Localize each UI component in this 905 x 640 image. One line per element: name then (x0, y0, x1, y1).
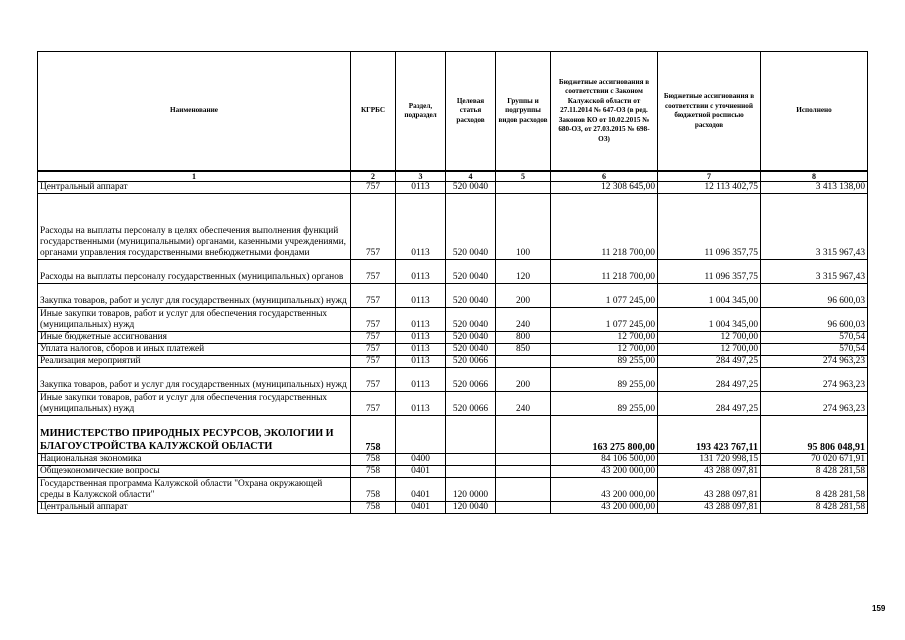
row-assignments-schedule: 11 096 357,75 (658, 260, 761, 284)
header-section: Раздел, подраздел (396, 52, 446, 172)
row-group: 200 (496, 368, 551, 392)
row-target (446, 454, 496, 466)
row-assignments-law: 43 200 000,00 (551, 466, 658, 478)
row-executed: 274 963,23 (761, 368, 868, 392)
column-number: 4 (446, 171, 496, 182)
row-target: 520 0040 (446, 284, 496, 308)
row-section: 0113 (396, 344, 446, 356)
row-assignments-law: 43 200 000,00 (551, 502, 658, 514)
row-assignments-schedule: 43 288 097,81 (658, 502, 761, 514)
row-assignments-schedule: 12 113 402,75 (658, 182, 761, 194)
row-assignments-schedule: 1 004 345,00 (658, 308, 761, 332)
row-kgrbs: 758 (351, 416, 396, 454)
row-executed: 8 428 281,58 (761, 502, 868, 514)
row-section: 0113 (396, 392, 446, 416)
table-row (38, 260, 868, 284)
row-assignments-schedule: 43 288 097,81 (658, 478, 761, 502)
table-row (38, 308, 868, 332)
row-target: 520 0040 (446, 308, 496, 332)
row-group: 850 (496, 344, 551, 356)
row-section: 0401 (396, 502, 446, 514)
row-executed: 570,54 (761, 344, 868, 356)
row-assignments-schedule: 12 700,00 (658, 344, 761, 356)
row-section: 0113 (396, 284, 446, 308)
row-assignments-law: 12 308 645,00 (551, 182, 658, 194)
row-assignments-schedule: 193 423 767,11 (658, 416, 761, 454)
row-group: 120 (496, 260, 551, 284)
column-number: 6 (551, 171, 658, 182)
header-name: Наименование (38, 52, 351, 172)
row-section: 0401 (396, 478, 446, 502)
row-kgrbs: 757 (351, 308, 396, 332)
row-assignments-law: 89 255,00 (551, 392, 658, 416)
row-name: Иные бюджетные ассигнования (38, 332, 351, 344)
row-executed: 96 600,03 (761, 284, 868, 308)
row-assignments-law: 12 700,00 (551, 332, 658, 344)
row-group: 240 (496, 392, 551, 416)
row-executed: 274 963,23 (761, 392, 868, 416)
row-kgrbs: 758 (351, 502, 396, 514)
row-section: 0113 (396, 356, 446, 368)
row-executed: 274 963,23 (761, 356, 868, 368)
row-name: Расходы на выплаты персоналу в целях обеспечения выполнения функций государственными (муниципальными) органами, казенными учреждениями, органами управления государственными внебюджетными фондами (38, 194, 351, 260)
row-group: 240 (496, 308, 551, 332)
row-name: Центральный аппарат (38, 182, 351, 194)
row-name: Государственная программа Калужской области "Охрана окружающей среды в Калужской области" (38, 478, 351, 502)
row-name: Центральный аппарат (38, 502, 351, 514)
row-name: Закупка товаров, работ и услуг для государственных (муниципальных) нужд (38, 368, 351, 392)
row-assignments-law: 89 255,00 (551, 368, 658, 392)
row-assignments-law: 11 218 700,00 (551, 260, 658, 284)
row-target: 520 0040 (446, 332, 496, 344)
row-name: Общеэкономические вопросы (38, 466, 351, 478)
table-row (38, 332, 868, 344)
table-row (38, 344, 868, 356)
header-assignments-schedule: Бюджетные ассигнования в соответствии с уточненной бюджетной росписью расходов (658, 52, 761, 172)
row-executed: 8 428 281,58 (761, 466, 868, 478)
table-row (38, 356, 868, 368)
row-section (396, 416, 446, 454)
row-kgrbs: 757 (351, 392, 396, 416)
row-assignments-schedule: 131 720 998,15 (658, 454, 761, 466)
row-executed: 8 428 281,58 (761, 478, 868, 502)
row-group: 100 (496, 194, 551, 260)
row-group (496, 182, 551, 194)
row-group (496, 502, 551, 514)
table-row (38, 182, 868, 194)
row-kgrbs: 757 (351, 284, 396, 308)
row-kgrbs: 758 (351, 466, 396, 478)
column-number: 7 (658, 171, 761, 182)
header-row (38, 52, 868, 172)
row-group: 200 (496, 284, 551, 308)
row-assignments-law: 11 218 700,00 (551, 194, 658, 260)
row-group (496, 466, 551, 478)
table-row (38, 466, 868, 478)
row-assignments-schedule: 11 096 357,75 (658, 194, 761, 260)
row-section: 0400 (396, 454, 446, 466)
row-name: Национальная экономика (38, 454, 351, 466)
row-executed: 3 413 138,00 (761, 182, 868, 194)
row-name: МИНИСТЕРСТВО ПРИРОДНЫХ РЕСУРСОВ, ЭКОЛОГИИ И БЛАГОУСТРОЙСТВА КАЛУЖСКОЙ ОБЛАСТИ (38, 416, 351, 454)
row-name: Реализация мероприятий (38, 356, 351, 368)
header-groups: Группы и подгруппы видов расходов (496, 52, 551, 172)
row-group: 800 (496, 332, 551, 344)
row-target: 520 0040 (446, 194, 496, 260)
row-section: 0401 (396, 466, 446, 478)
row-executed: 70 020 671,91 (761, 454, 868, 466)
row-group (496, 416, 551, 454)
row-name: Уплата налогов, сборов и иных платежей (38, 344, 351, 356)
row-target: 520 0040 (446, 344, 496, 356)
row-target: 520 0066 (446, 356, 496, 368)
row-executed: 3 315 967,43 (761, 260, 868, 284)
row-target: 120 0000 (446, 478, 496, 502)
row-target: 120 0040 (446, 502, 496, 514)
column-number: 1 (38, 171, 351, 182)
row-kgrbs: 757 (351, 368, 396, 392)
row-assignments-law: 84 106 500,00 (551, 454, 658, 466)
row-executed: 96 600,03 (761, 308, 868, 332)
row-target: 520 0040 (446, 182, 496, 194)
row-target (446, 466, 496, 478)
row-kgrbs: 758 (351, 478, 396, 502)
row-executed: 3 315 967,43 (761, 194, 868, 260)
row-group (496, 356, 551, 368)
row-assignments-schedule: 284 497,25 (658, 368, 761, 392)
table-body (38, 182, 868, 514)
row-kgrbs: 757 (351, 182, 396, 194)
row-assignments-schedule: 1 004 345,00 (658, 284, 761, 308)
row-target: 520 0040 (446, 260, 496, 284)
row-assignments-law: 1 077 245,00 (551, 308, 658, 332)
header-kgrbs: КГРБС (351, 52, 396, 172)
header-assignments-law: Бюджетные ассигнования в соответствии с Законом Калужской области от 27.11.2014 № 647-ОЗ (в ред. Законов КО от 10.02.2015 № 680-ОЗ, от 27.03.2015 № 698-ОЗ) (551, 52, 658, 172)
table-row (38, 284, 868, 308)
page-number: 159 (872, 604, 886, 613)
column-number: 3 (396, 171, 446, 182)
row-kgrbs: 757 (351, 332, 396, 344)
column-number: 8 (761, 171, 868, 182)
table-row (38, 454, 868, 466)
row-target: 520 0066 (446, 392, 496, 416)
row-assignments-schedule: 284 497,25 (658, 356, 761, 368)
row-assignments-law: 1 077 245,00 (551, 284, 658, 308)
table-row (38, 368, 868, 392)
row-name: Иные закупки товаров, работ и услуг для обеспечения государственных (муниципальных) нужд (38, 392, 351, 416)
row-executed: 570,54 (761, 332, 868, 344)
row-assignments-schedule: 284 497,25 (658, 392, 761, 416)
table-row (38, 194, 868, 260)
row-kgrbs: 757 (351, 344, 396, 356)
table-row (38, 416, 868, 454)
row-kgrbs: 757 (351, 194, 396, 260)
row-name: Закупка товаров, работ и услуг для государственных (муниципальных) нужд (38, 284, 351, 308)
column-number-row (38, 171, 868, 182)
row-name: Расходы на выплаты персоналу государственных (муниципальных) органов (38, 260, 351, 284)
row-assignments-schedule: 12 700,00 (658, 332, 761, 344)
row-kgrbs: 757 (351, 260, 396, 284)
row-group (496, 454, 551, 466)
row-section: 0113 (396, 332, 446, 344)
row-target: 520 0066 (446, 368, 496, 392)
row-assignments-law: 163 275 800,00 (551, 416, 658, 454)
row-kgrbs: 757 (351, 356, 396, 368)
row-target (446, 416, 496, 454)
budget-table (37, 51, 868, 514)
table-row (38, 478, 868, 502)
row-section: 0113 (396, 308, 446, 332)
row-section: 0113 (396, 182, 446, 194)
header-executed: Исполнено (761, 52, 868, 172)
row-kgrbs: 758 (351, 454, 396, 466)
row-group (496, 478, 551, 502)
row-section: 0113 (396, 194, 446, 260)
row-assignments-law: 89 255,00 (551, 356, 658, 368)
row-section: 0113 (396, 368, 446, 392)
row-section: 0113 (396, 260, 446, 284)
row-name: Иные закупки товаров, работ и услуг для обеспечения государственных (муниципальных) нужд (38, 308, 351, 332)
header-target: Целевая статья расходов (446, 52, 496, 172)
row-executed: 95 806 048,91 (761, 416, 868, 454)
table-row (38, 502, 868, 514)
row-assignments-law: 12 700,00 (551, 344, 658, 356)
row-assignments-schedule: 43 288 097,81 (658, 466, 761, 478)
table-row (38, 392, 868, 416)
column-number: 2 (351, 171, 396, 182)
row-assignments-law: 43 200 000,00 (551, 478, 658, 502)
column-number: 5 (496, 171, 551, 182)
